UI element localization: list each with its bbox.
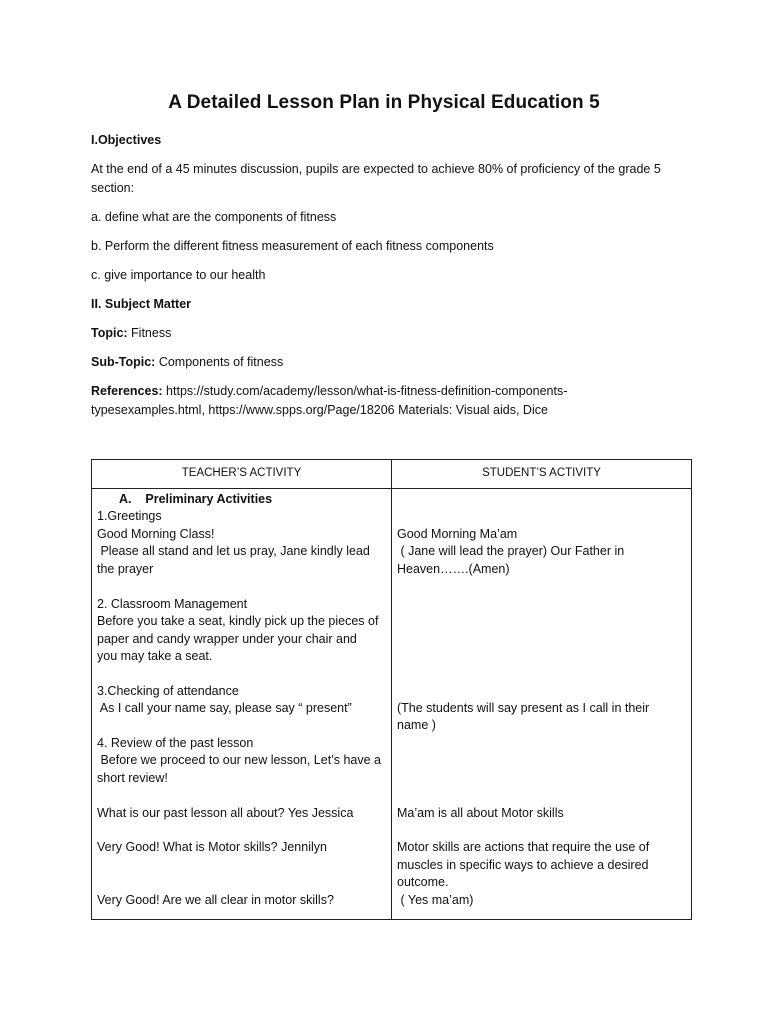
subtopic-label: Sub-Topic: xyxy=(91,355,156,369)
table-header-row xyxy=(92,460,692,489)
classroom-management-3: you may take a seat. xyxy=(97,649,213,663)
student-answer-1: Ma’am is all about Motor skills xyxy=(397,806,564,820)
greetings-heading: 1.Greetings xyxy=(97,509,162,523)
student-answer-2-line1: Motor skills are actions that require the use of xyxy=(397,840,650,854)
student-attendance-1: (The students will say present as I call in their xyxy=(397,701,650,715)
topic-line xyxy=(91,324,681,342)
student-greeting-1: Good Morning Ma’am xyxy=(397,527,518,541)
objectives-heading: I.Objectives xyxy=(91,133,162,147)
objective-c: c. give importance to our health xyxy=(91,268,266,282)
objectives-intro-line2: section: xyxy=(91,181,135,195)
activity-table xyxy=(91,459,692,920)
preliminary-activities-heading: A. Preliminary Activities xyxy=(119,492,273,506)
teacher-question-3: Very Good! Are we all clear in motor skills? xyxy=(97,893,334,907)
attendance-heading: 3.Checking of attendance xyxy=(97,684,239,698)
review-2: short review! xyxy=(97,771,168,785)
topic-label: Topic: xyxy=(91,326,128,340)
attendance-1: As I call your name say, please say “ present” xyxy=(97,701,352,715)
topic-value: Fitness xyxy=(127,326,172,340)
teacher-question-1: What is our past lesson all about? Yes Jessica xyxy=(97,806,354,820)
classroom-management-heading: 2. Classroom Management xyxy=(97,597,248,611)
subtopic-line xyxy=(91,353,681,371)
student-answer-3: ( Yes ma’am) xyxy=(397,893,474,907)
student-answer-2-line2: muscles in specific ways to achieve a desired xyxy=(397,858,649,872)
table-row xyxy=(92,489,692,920)
student-activity-cell xyxy=(392,489,692,920)
references-line1 xyxy=(91,382,681,400)
classroom-management-2: paper and candy wrapper under your chair and xyxy=(97,632,357,646)
header-student-activity: STUDENT’S ACTIVITY xyxy=(392,460,692,489)
objective-a: a. define what are the components of fitness xyxy=(91,210,337,224)
references-text-1: https://study.com/academy/lesson/what-is-fitness-definition-components- xyxy=(162,384,568,398)
review-heading: 4. Review of the past lesson xyxy=(97,736,254,750)
student-greeting-3: Heaven…….(Amen) xyxy=(397,562,510,576)
subject-matter-heading: II. Subject Matter xyxy=(91,297,192,311)
classroom-management-1: Before you take a seat, kindly pick up the pieces of xyxy=(97,614,379,628)
review-1: Before we proceed to our new lesson, Let’s have a xyxy=(97,753,381,767)
objective-b: b. Perform the different fitness measurement of each fitness components xyxy=(91,239,494,253)
student-greeting-2: ( Jane will lead the prayer) Our Father in xyxy=(397,544,625,558)
teacher-question-2: Very Good! What is Motor skills? Jennilyn xyxy=(97,840,327,854)
references-label: References: xyxy=(91,384,163,398)
teacher-activity-cell xyxy=(92,489,392,920)
subtopic-value: Components of fitness xyxy=(155,355,284,369)
objectives-intro-line1: At the end of a 45 minutes discussion, pupils are expected to achieve 80% of proficiency of the grade 5 xyxy=(91,162,661,176)
teacher-greeting-3: the prayer xyxy=(97,562,154,576)
teacher-greeting-2: Please all stand and let us pray, Jane kindly lead xyxy=(97,544,370,558)
student-attendance-2: name ) xyxy=(397,718,436,732)
teacher-greeting-1: Good Morning Class! xyxy=(97,527,215,541)
references-line2: typesexamples.html, https://www.spps.org/Page/18206 Materials: Visual aids, Dice xyxy=(91,403,548,417)
header-teacher-activity: TEACHER’S ACTIVITY xyxy=(92,460,392,489)
document-title: A Detailed Lesson Plan in Physical Education 5 xyxy=(168,92,600,113)
student-answer-2-line3: outcome. xyxy=(397,875,449,889)
